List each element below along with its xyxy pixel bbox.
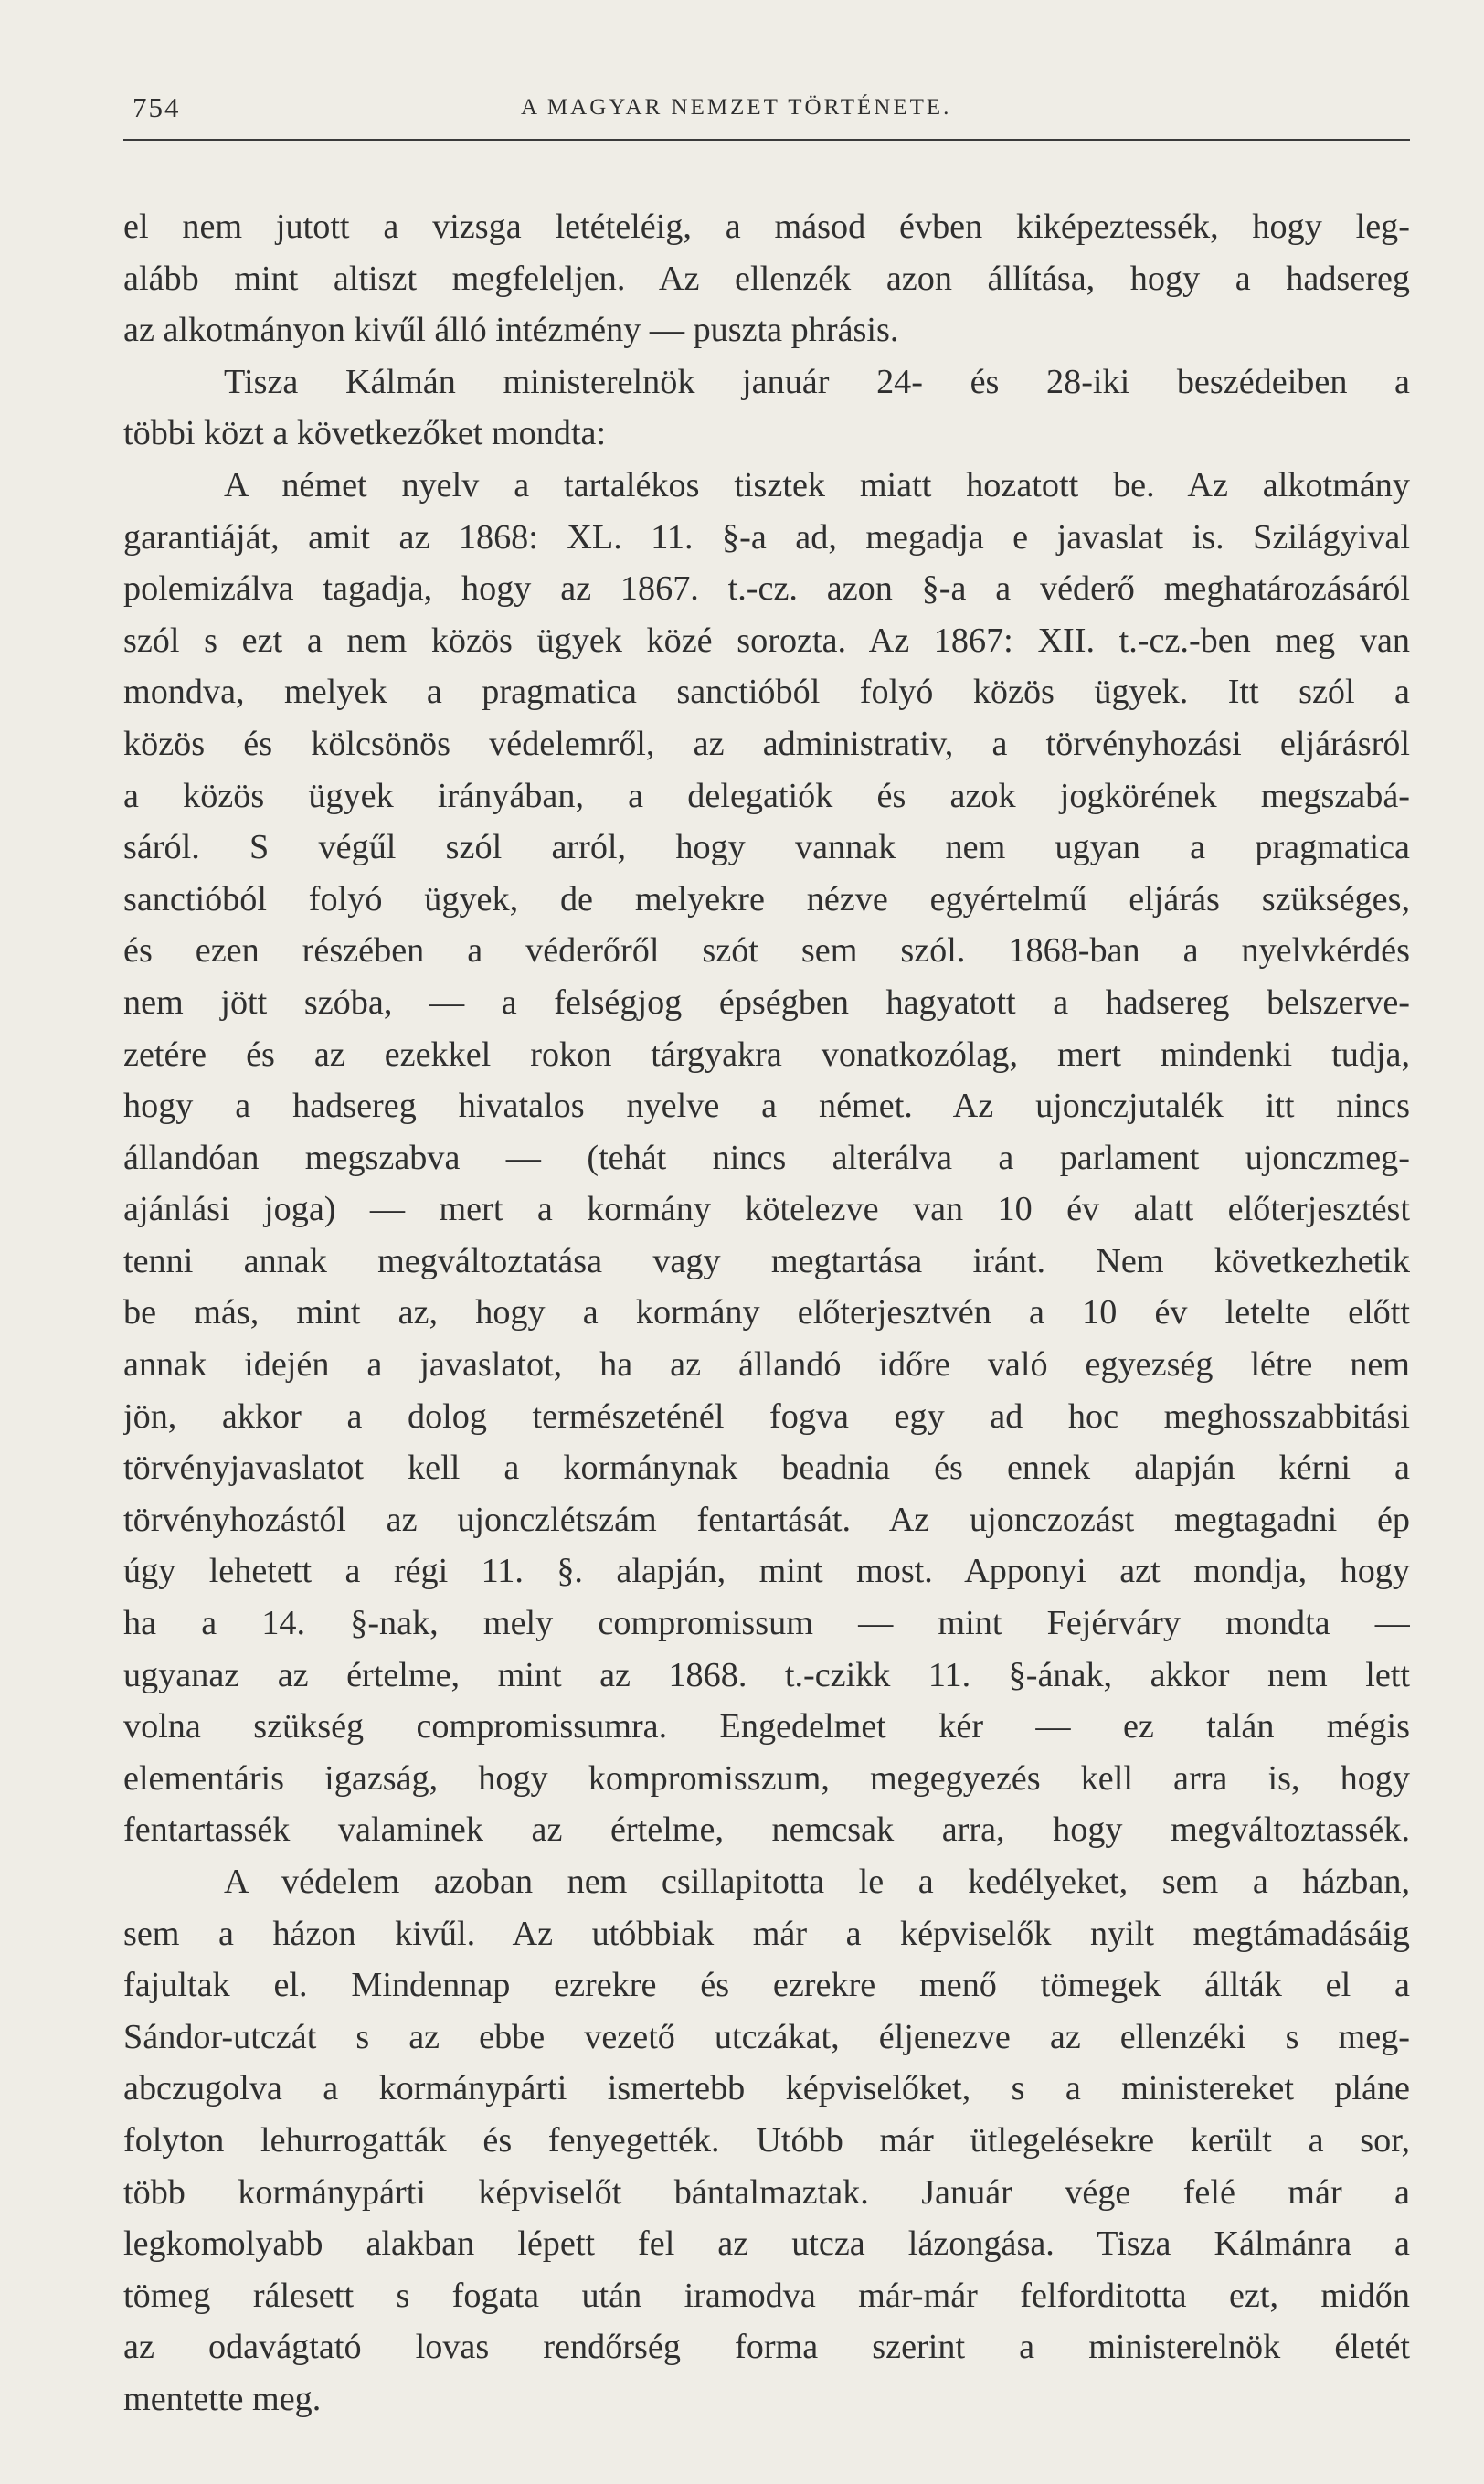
text-line: alább mint altiszt megfeleljen. Az ellenzék azon állítása, hogy a hadsereg <box>123 259 1410 298</box>
text-line: Sándor-utczát s az ebbe vezető utczákat, éljenezve az ellenzéki s meg- <box>123 2017 1410 2056</box>
text-line: sáról. S végűl szól arról, hogy vannak nem ugyan a pragmatica <box>123 828 1410 867</box>
text-line: ha a 14. §-nak, mely compromissum — mint Fejérváry mondta — <box>123 1604 1410 1643</box>
text-line: közös és kölcsönös védelemről, az administrativ, a törvényhozási eljárásról <box>123 724 1410 763</box>
text-line: polemizálva tagadja, hogy az 1867. t.-cz. azon §-a a véderő meghatározásáról <box>123 569 1410 609</box>
text-line: A német nyelv a tartalékos tisztek miatt hozatott be. Az alkotmány <box>224 465 1410 504</box>
text-line: Tisza Kálmán ministerelnök január 24- és 28-iki beszédeiben a <box>224 362 1410 401</box>
text-line: fajultak el. Mindennap ezrekre és ezrekre menő tömegek állták el a <box>123 1966 1410 2005</box>
text-line: fentartassék valaminek az értelme, nemcsak arra, hogy megváltoztassék. <box>123 1810 1410 1850</box>
text-line: állandóan megszabva — (tehát nincs alterálva a parlament ujonczmeg- <box>123 1138 1410 1177</box>
text-line: mondva, melyek a pragmatica sanctióból folyó közös ügyek. Itt szól a <box>123 673 1410 712</box>
text-line: elementáris igazság, hogy kompromisszum, megegyezés kell arra is, hogy <box>123 1758 1410 1798</box>
text-line: legkomolyabb alakban lépett fel az utcza lázongása. Tisza Kálmánra a <box>123 2224 1410 2264</box>
running-title: A MAGYAR NEMZET TÖRTÉNETE. <box>521 95 952 120</box>
text-line: folyton lehurrogatták és fenyegették. Utóbb már ütlegelésekre került a sor, <box>123 2120 1410 2160</box>
text-line: törvényjavaslatot kell a kormánynak beadnia és ennek alapján kérni a <box>123 1449 1410 1488</box>
text-line: sanctióból folyó ügyek, de melyekre nézve egyértelmű eljárás szükséges, <box>123 879 1410 918</box>
text-line: ugyanaz az értelme, mint az 1868. t.-czikk 11. §-ának, akkor nem lett <box>123 1655 1410 1694</box>
text-line: tömeg rálesett s fogata után iramodva már-már felforditotta ezt, midőn <box>123 2276 1410 2315</box>
body-text <box>123 201 1410 2426</box>
text-line: A védelem azoban nem csillapitotta le a kedélyeket, sem a házban, <box>224 1863 1410 1901</box>
text-line: jön, akkor a dolog természeténél fogva egy ad hoc meghosszabbitási <box>123 1396 1410 1436</box>
text-line: hogy a hadsereg hivatalos nyelve a német. Az ujonczjutalék itt nincs <box>123 1087 1410 1126</box>
text-line: úgy lehetett a régi 11. §. alapján, mint most. Apponyi azt mondja, hogy <box>123 1552 1410 1591</box>
text-line: az alkotmányon kivűl álló intézmény — puszta phrásis. <box>123 311 899 350</box>
text-line: tenni annak megváltoztatása vagy megtartása iránt. Nem következhetik <box>123 1241 1410 1280</box>
text-line: több kormánypárti képviselőt bántalmaztak. Január vége felé már a <box>123 2172 1410 2212</box>
text-line: mentette meg. <box>123 2379 322 2418</box>
text-line: sem a házon kivűl. Az utóbbiak már a képviselők nyilt megtámadásáig <box>123 1914 1410 1953</box>
text-line: törvényhozástól az ujonczlétszám fentartását. Az ujonczozást megtagadni ép <box>123 1500 1410 1539</box>
text-line: volna szükség compromissumra. Engedelmet kér — ez talán mégis <box>123 1707 1410 1746</box>
text-line: garantiáját, amit az 1868: XL. 11. §-a ad, megadja e javaslat is. Szilágyival <box>123 517 1410 557</box>
page-number: 754 <box>132 91 181 123</box>
text-line: zetére és az ezekkel rokon tárgyakra vonatkozólag, mert mindenki tudja, <box>123 1035 1410 1074</box>
text-line: nem jött szóba, — a felségjog épségben hagyatott a hadsereg belszerve- <box>123 982 1410 1022</box>
text-line: a közös ügyek irányában, a delegatiók és azok jogkörének megszabá- <box>123 776 1410 815</box>
text-line: szól s ezt a nem közös ügyek közé sorozta. Az 1867: XII. t.-cz.-ben meg van <box>123 621 1410 660</box>
text-line: többi közt a következőket mondta: <box>123 414 607 453</box>
running-header <box>123 91 1410 146</box>
text-line: abczugolva a kormánypárti ismertebb képviselőket, s a ministereket pláne <box>123 2069 1410 2108</box>
text-line: annak idején a javaslatot, ha az állandó időre való egyezség létre nem <box>123 1345 1410 1385</box>
text-line: ajánlási joga) — mert a kormány kötelezve van 10 év alatt előterjesztést <box>123 1190 1410 1229</box>
text-line: be más, mint az, hogy a kormány előterjesztvén a 10 év letelte előtt <box>123 1293 1410 1332</box>
header-rule <box>123 139 1410 141</box>
text-line: és ezen részében a véderőről szót sem szól. 1868-ban a nyelvkérdés <box>123 931 1410 971</box>
text-line: el nem jutott a vizsga letételéig, a másod évben kiképeztessék, hogy leg- <box>123 207 1410 246</box>
text-line: az odavágtató lovas rendőrség forma szerint a ministerelnök életét <box>123 2328 1410 2367</box>
